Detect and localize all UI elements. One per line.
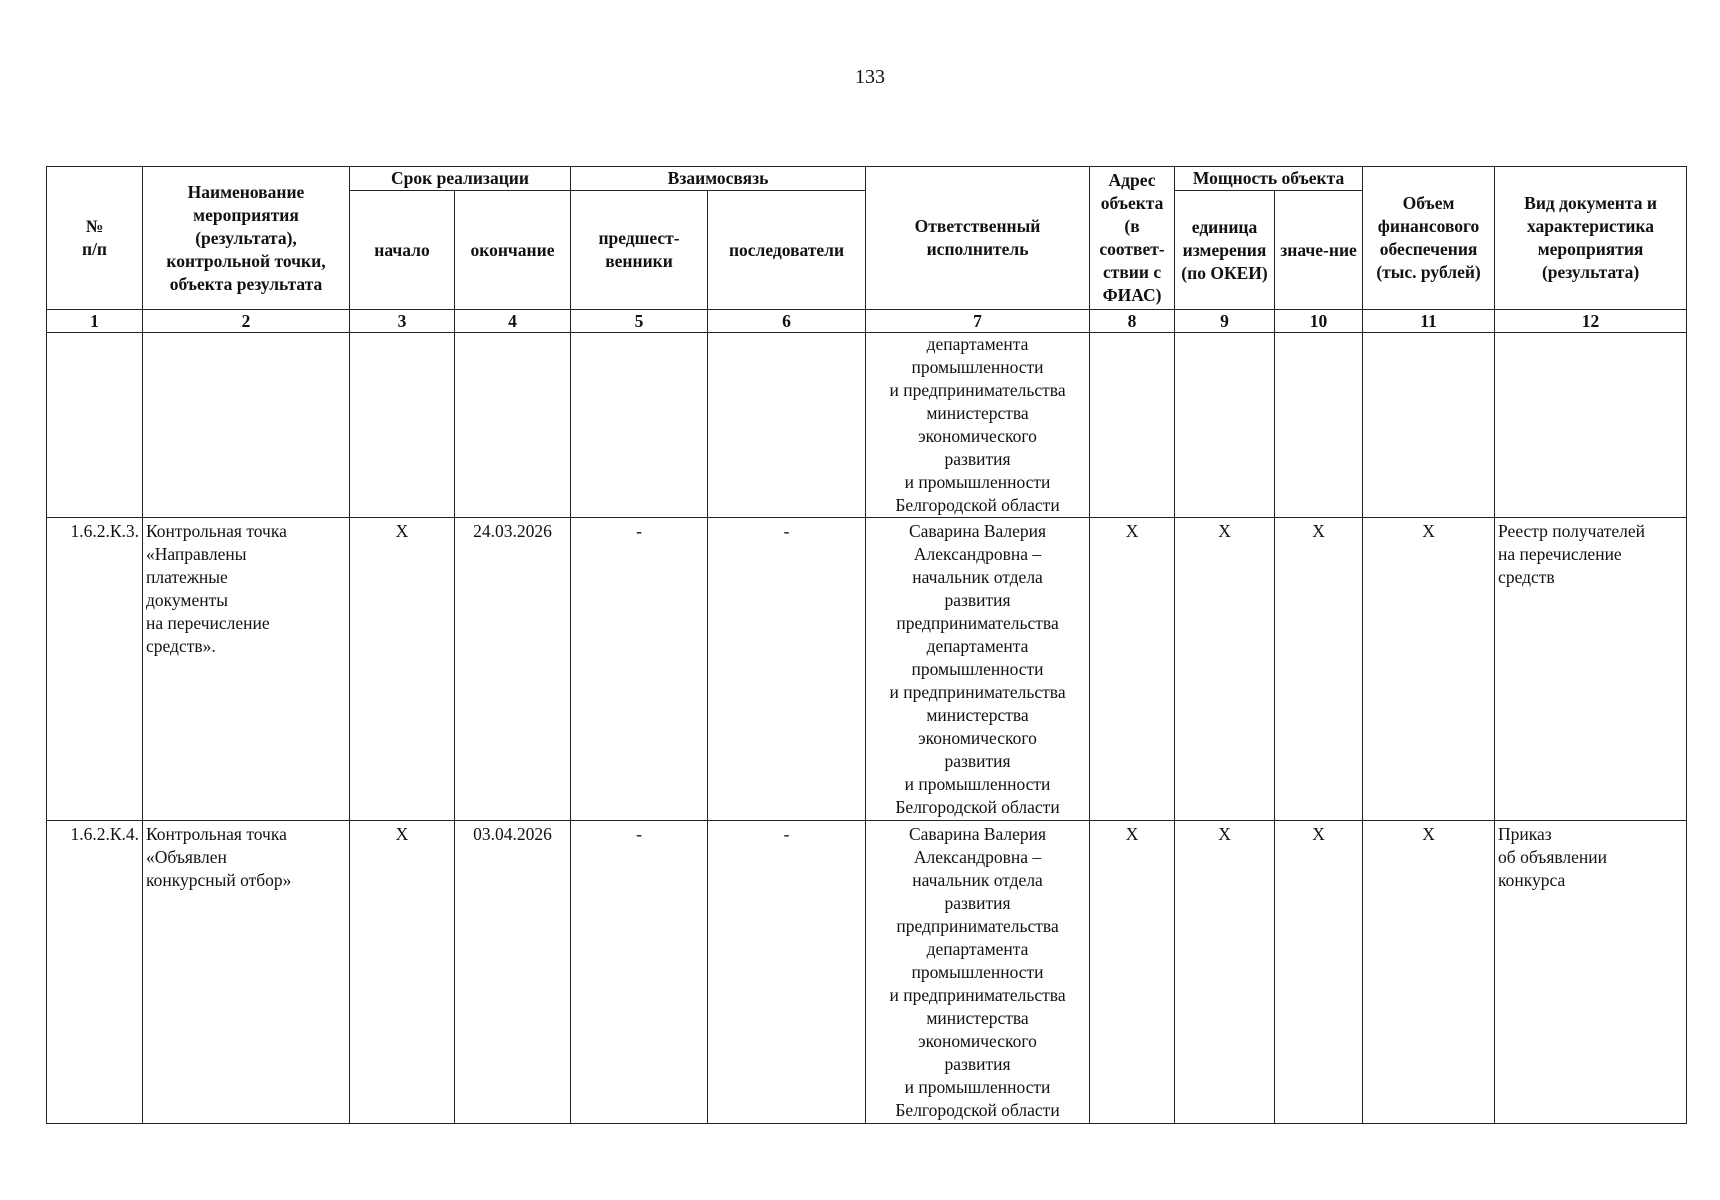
cell-value (1275, 333, 1363, 518)
table-row (47, 518, 1687, 821)
responsible-line: развития (944, 449, 1011, 469)
cell-num (47, 333, 143, 518)
header-capacity-value: значе-ние (1275, 191, 1363, 310)
cell-value: X (1275, 518, 1363, 821)
cell-pred: - (571, 518, 708, 821)
cell-finance: X (1363, 518, 1495, 821)
name-line: платежные (146, 567, 228, 587)
doc-line: на перечисление (1498, 544, 1622, 564)
header-term-group: Срок реализации (350, 167, 571, 191)
responsible-line: Белгородской области (895, 1100, 1060, 1120)
cell-address: X (1090, 518, 1175, 821)
responsible-line: министерства (926, 403, 1029, 423)
cell-pred (571, 333, 708, 518)
responsible-line: начальник отдела (912, 567, 1043, 587)
cell-start: X (350, 821, 455, 1124)
responsible-line: и промышленности (904, 774, 1051, 794)
responsible-line: министерства (926, 1008, 1029, 1028)
header-link-group: Взаимосвязь (571, 167, 866, 191)
cell-responsible (866, 518, 1090, 821)
column-number: 11 (1363, 310, 1495, 333)
doc-line: конкурса (1498, 870, 1566, 890)
cell-finance: X (1363, 821, 1495, 1124)
responsible-line: Саварина Валерия (908, 521, 1047, 541)
responsible-line: развития (944, 1054, 1011, 1074)
table-row-continuation (47, 333, 1687, 518)
header-link-succ: последователи (708, 191, 866, 310)
column-number: 4 (455, 310, 571, 333)
responsible-line: департамента (926, 939, 1029, 959)
cell-value: X (1275, 821, 1363, 1124)
header-capacity-group: Мощность объекта (1175, 167, 1363, 191)
doc-line: об объявлении (1498, 847, 1608, 867)
column-number: 5 (571, 310, 708, 333)
header-link-pred: предшест-венники (571, 191, 708, 310)
header-doc-type: Вид документа и характеристика мероприятия (результата) (1495, 167, 1687, 310)
cell-succ (708, 333, 866, 518)
responsible-line: развития (944, 590, 1011, 610)
responsible-line: предпринимательства (896, 916, 1059, 936)
header-term-end: окончание (455, 191, 571, 310)
responsible-line: министерства (926, 705, 1029, 725)
cell-end: 24.03.2026 (455, 518, 571, 821)
cell-finance (1363, 333, 1495, 518)
column-number: 1 (47, 310, 143, 333)
responsible-line: экономического (918, 1031, 1037, 1051)
name-line: «Направлены (146, 544, 247, 564)
cell-num: 1.6.2.К.4. (47, 821, 143, 1124)
column-number: 8 (1090, 310, 1175, 333)
name-line: «Объявлен (146, 847, 227, 867)
header-responsible: Ответственный исполнитель (866, 167, 1090, 310)
doc-line: средств (1498, 567, 1555, 587)
column-number: 3 (350, 310, 455, 333)
cell-name (143, 821, 350, 1124)
responsible-line: департамента (926, 636, 1029, 656)
responsible-line: Саварина Валерия (908, 824, 1047, 844)
responsible-line: промышленности (911, 659, 1044, 679)
responsible-line: промышленности (911, 357, 1044, 377)
responsible-line: промышленности (911, 962, 1044, 982)
cell-unit: X (1175, 821, 1275, 1124)
cell-end (455, 333, 571, 518)
cell-start (350, 333, 455, 518)
name-line: Контрольная точка (146, 824, 287, 844)
cell-name (143, 333, 350, 518)
column-number: 12 (1495, 310, 1687, 333)
responsible-line: развития (944, 893, 1011, 913)
doc-line: Приказ (1498, 824, 1552, 844)
responsible-line: экономического (918, 728, 1037, 748)
header-name: Наименование мероприятия (результата), контрольной точки, объекта результата (143, 167, 350, 310)
header-finance: Объем финансового обеспечения (тыс. рублей) (1363, 167, 1495, 310)
responsible-line: и промышленности (904, 1077, 1051, 1097)
header-address: Адрес объекта (в соответ-ствии с ФИАС) (1090, 167, 1175, 310)
cell-responsible (866, 821, 1090, 1124)
responsible-line: Белгородской области (895, 797, 1060, 817)
header-num-text: № п/п (81, 216, 108, 259)
column-number: 2 (143, 310, 350, 333)
header-row-top (47, 167, 1687, 191)
responsible-line: начальник отдела (912, 870, 1043, 890)
name-line: Контрольная точка (146, 521, 287, 541)
column-numbers-row (47, 310, 1687, 333)
responsible-line: развития (944, 751, 1011, 771)
cell-num: 1.6.2.К.3. (47, 518, 143, 821)
responsible-line: Александровна – (913, 847, 1042, 867)
cell-doc (1495, 333, 1687, 518)
name-line: средств». (146, 636, 216, 656)
column-number: 7 (866, 310, 1090, 333)
table-row (47, 821, 1687, 1124)
responsible-line: Александровна – (913, 544, 1042, 564)
doc-line: Реестр получателей (1498, 521, 1646, 541)
responsible-line: и предпринимательства (889, 682, 1066, 702)
cell-end: 03.04.2026 (455, 821, 571, 1124)
cell-unit (1175, 333, 1275, 518)
responsible-line: и предпринимательства (889, 985, 1066, 1005)
column-number: 9 (1175, 310, 1275, 333)
responsible-line: предпринимательства (896, 613, 1059, 633)
cell-succ: - (708, 518, 866, 821)
header-capacity-unit: единица измерения (по ОКЕИ) (1175, 191, 1275, 310)
responsible-line: экономического (918, 426, 1037, 446)
header-num (47, 167, 143, 310)
cell-address (1090, 333, 1175, 518)
cell-doc (1495, 518, 1687, 821)
cell-pred: - (571, 821, 708, 1124)
cell-doc (1495, 821, 1687, 1124)
name-line: конкурсный отбор» (146, 870, 292, 890)
cell-start: X (350, 518, 455, 821)
plan-table (46, 166, 1687, 1124)
cell-name (143, 518, 350, 821)
cell-responsible (866, 333, 1090, 518)
responsible-line: департамента (926, 334, 1029, 354)
cell-address: X (1090, 821, 1175, 1124)
responsible-line: и промышленности (904, 472, 1051, 492)
column-number: 10 (1275, 310, 1363, 333)
header-term-start: начало (350, 191, 455, 310)
cell-succ: - (708, 821, 866, 1124)
page-number: 133 (855, 66, 885, 88)
responsible-line: Белгородской области (895, 495, 1060, 515)
name-line: на перечисление (146, 613, 270, 633)
cell-unit: X (1175, 518, 1275, 821)
name-line: документы (146, 590, 229, 610)
column-number: 6 (708, 310, 866, 333)
responsible-line: и предпринимательства (889, 380, 1066, 400)
